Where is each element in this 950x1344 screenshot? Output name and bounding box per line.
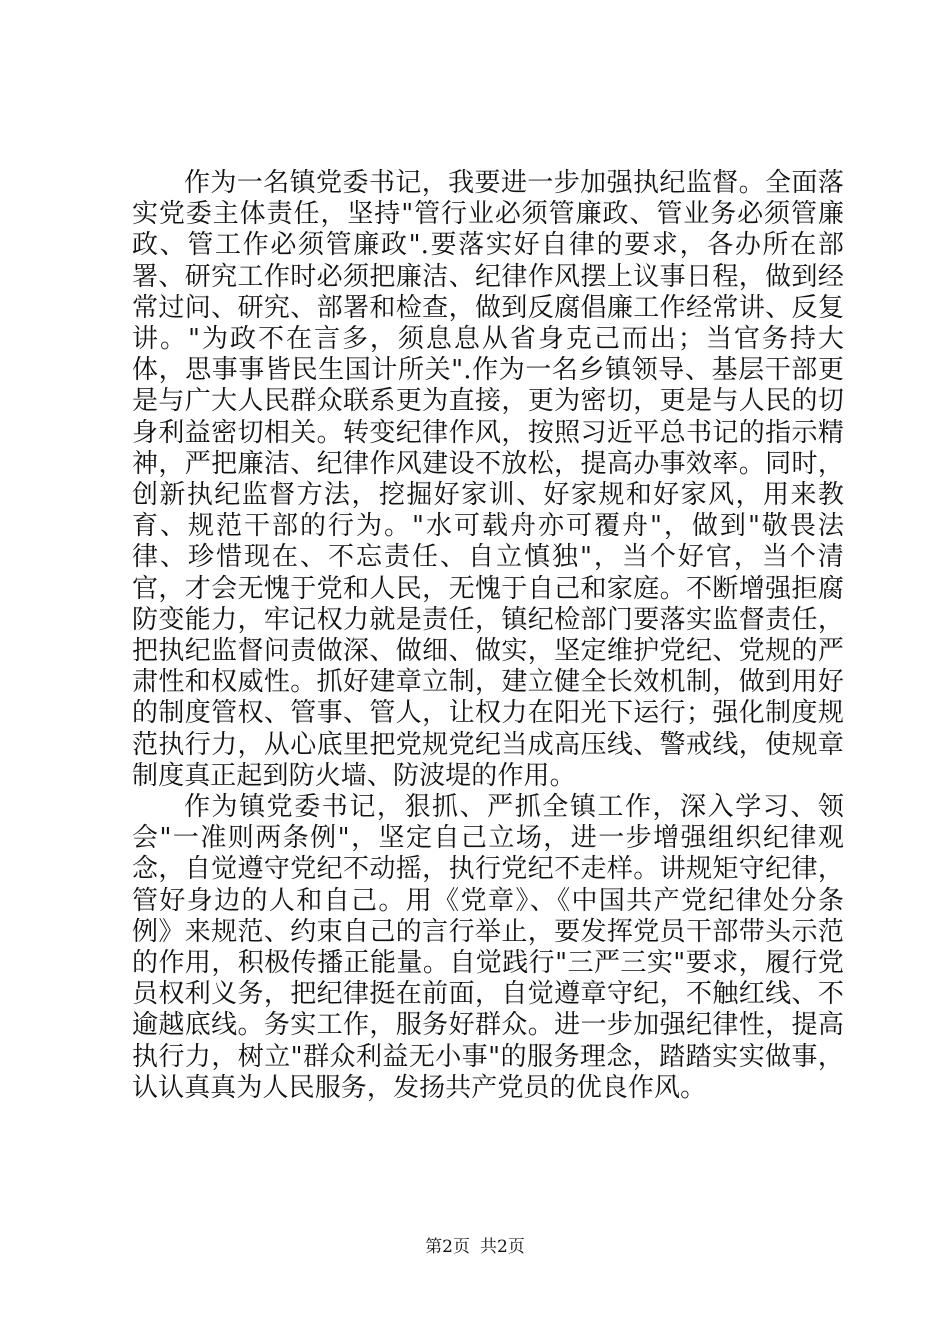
paragraph-1: 作为一名镇党委书记，我要进一步加强执纪监督。全面落实党委主体责任，坚持"管行业必须管廉政、管业务必须管廉政、管工作必须管廉政".要落实好自律的要求，各办所在部署、研究工作时必须把廉洁、纪律作风摆上议事日程，做到经常过问、研究、部署和检查，做到反腐倡廉工作经常讲、反复讲。"为政不在言多，须息息从省身克己而出；当官务持大体，思事事皆民生国计所关".作为一名乡镇领导、基层干部更是与广大人民群众联系更为直接，更为密切，更是与人民的切身利益密切相关。转变纪律作风，按照习近平总书记的指示精神，严把廉洁、纪律作风建设不放松，提高办事效率。同时，创新执纪监督方法，挖掘好家训、好家规和好家风，用来教育、规范干部的行为。"水可载舟亦可覆舟"，做到"敬畏法律、珍惜现在、不忘责任、自立慎独"，当个好官，当个清官，才会无愧于党和人民，无愧于自己和家庭。不断增强拒腐防变能力，牢记权力就是责任，镇纪检部门要落实监督责任，把执纪监督问责做深、做细、做实，坚定维护党纪、党规的严肃性和权威性。抓好建章立制，建立健全长效机制，做到用好的制度管权、管事、管人，让权力在阳光下运行；强化制度规范执行力，从心底里把党规党纪当成高压线、警戒线，使规章制度真正起到防火墙、防波堤的作用。 xyxy=(132,168,844,791)
page-footer xyxy=(0,1236,950,1258)
page-number: 第2页 xyxy=(425,1237,470,1257)
page-total: 共2页 xyxy=(480,1237,525,1257)
paragraph-2: 作为镇党委书记，狠抓、严抓全镇工作，深入学习、领会"一准则两条例"，坚定自己立场，进一步增强组织纪律观念，自觉遵守党纪不动摇，执行党纪不走样。讲规矩守纪律，管好身边的人和自己。用《党章》、《中国共产党纪律处分条例》来规范、约束自己的言行举止，要发挥党员干部带头示范的作用，积极传播正能量。自觉践行"三严三实"要求，履行党员权利义务，把纪律挺在前面，自觉遵章守纪，不触红线、不逾越底线。务实工作，服务好群众。进一步加强纪律性，提高执行力，树立"群众利益无小事"的服务理念，踏踏实实做事，认认真真为人民服务，发扬共产党员的优良作风。 xyxy=(132,792,844,1103)
document-body xyxy=(132,168,844,1104)
